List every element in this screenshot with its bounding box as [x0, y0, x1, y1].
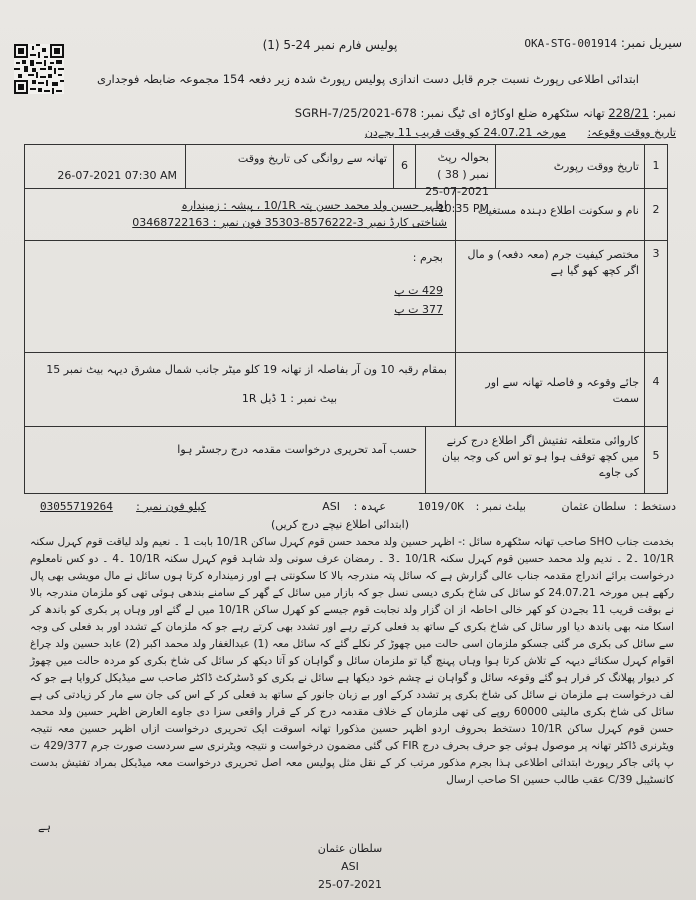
table-row	[25, 353, 667, 427]
log-label: ای ٹیگ نمبر:	[420, 106, 481, 120]
officer-rank: ASI	[322, 500, 340, 513]
offence-section-429: 429 ت پ	[394, 284, 443, 297]
incident-date-label: تاریخ ووقت وقوعہ:	[587, 126, 676, 139]
phone-label: کیلو فون نمبر :	[136, 500, 206, 513]
belt-label: بیلٹ نمبر :	[475, 500, 526, 513]
incident-date-value: مورخہ 24.07.21 کو وقت قریب 11 بجےدن	[364, 126, 566, 139]
location-details	[25, 353, 455, 426]
officer-phone: 03055719264	[40, 500, 113, 513]
report-ref-no: بحوالہ رپٹ نمبر ( 38 )	[437, 151, 489, 181]
officer-name: سلطان عثمان	[561, 500, 626, 513]
serial-label: سیریل نمبر:	[620, 36, 682, 50]
fir-narrative: بخدمت جناب SHO صاحب تھانہ سٹکھرہ سائل :- اظہر حسین ولد محمد حسن قوم کہرل ساکن 10/1R بابت 1 ۔ نعیم ولد لیاقت قوم کہرل سکنہ 10/1R ۔2 ۔ ندیم ولد محمد حسین قوم کہرل سکنہ 10/1R ۔3 ۔ رمضان عرف سونی ولد شاہد قوم کہرل سکنہ 10/1R ۔4 ۔ دو کس نامعلوم درخواست برائے اندراج مقدمہ جناب عالی گزارش ہے کہ سائل پتہ مندرجہ بالا کا سکونتی ہے اور زمیندارہ کرتا ہوں سائل نے مال مویشی بھی پال رکھے ہیں مورخہ 24.07.21 کو سائل کی شاخ بکری دیسی نسل جو کہ بازار میں سائل کے گھر کے سامنے بندھی ہوئی تھی کو ملزمان مندرجہ بالا نے بوقت قریب 11 بجےدن کو کھر خالی احاطہ از ان گزار ولد نجابت قوم جیسے کو کھرل ساکن 10/1R میں لے گئے اور وہاں پر بکری کو باندھ کر اسکا منہ بھی باندھ دیا اور سائل کی شاخ بکری کے ساتھ بد فعلی کرتے رہے اور تشدد بھی کرتے رہے جو کہ ملزمان کے تشدد اور بد فعلی کی وجہ سے سائل کی بکری مر گئی جسکو ملزمان اسی حالت میں چھوڑ کر نکلے گئے کہ سائل معہ (1) عبدالغفار ولد محمد اکبر (2) عابد حسین ولد چراغ اقوام کہرل سکنائے دیہہ کے تلاش کرتا ہوا وہاں پہنچ گیا تو ملزمان سائل و گواہان کو آتا دیکھ کر سائل کی شاخ بکری کو مردہ حالت میں چھوڑ کر دیوار پھلانگ کر فرار ہو گئے وقوعہ سائل و گواہان نے چشم خود دیکھا ہے سائل نے بکری کو ڈسٹرکٹ ڈاکٹر صاحب سے میڈیکل کروایا ہے جو کہ لف درخواست ہے ملزمان نے سائل کی شاخ بکری پر تشدد کرکے اور بے زبان جانور کے ساتھ بد فعلی کر کے اس کی جان سے مار کر زیادتی کی ہے سائل کی شاخ بکری مالیتی 60000 روپے کی تھی ملزمان کے خلاف مقدمہ درج کر کے قرار واقعی سزا دی جاوے العارض اظہر حسین ولد محمد حسن قوم کہرل ساکن 10/1R دستخط بحروف اردو اظہر حسین مذکورا تھانہ اسوقت ایک تحریری درخواست ازاں اظہر حسین معہ نتیجہ ویٹرنری ڈاکٹر تھانہ پر موصول ہوئی جو حرف بحرف درج FIR کی گئی مضمون درخواست و نتیجہ ویٹرنری سے سردست صورت جرم 429/377 ت پ پائی جاکر رپورٹ ابتدائی اطلاعی ہذا بجرم مذکور مرتب کر کے نقل مثل پولیس معہ اصل تحریری درخواست معہ میڈیکل بمراد تفتیش بدست کانسٹیبل C/39 عقب طالب حسین SI صاحب ارسال	[30, 536, 675, 786]
station-name: سٹکھرہ	[541, 106, 580, 120]
table-row	[25, 427, 667, 493]
table-row	[25, 241, 667, 353]
footer-rank: ASI	[341, 860, 359, 873]
offence-details	[25, 241, 455, 352]
offence-label: بجرم :	[412, 251, 443, 264]
station-label: تھانہ	[582, 106, 605, 120]
departure-datetime: 26-07-2021 07:30 AM	[57, 169, 177, 182]
qr-code	[14, 44, 64, 94]
serial-value: OKA-STG-001914	[524, 37, 618, 50]
investigation-action: حسب آمد تحریری درخواست مقدمہ درج رجسٹر ہوا	[177, 443, 417, 456]
row-number: 2	[644, 189, 667, 240]
report-datetime: 25-07-2021 10:35 PM	[425, 185, 489, 215]
fir-intro-note: (ابتدائی اطلاع نیچے درج کریں)	[271, 518, 409, 531]
document-title: ابتدائی اطلاعی رپورٹ نسبت جرم قابل دست اندازی پولیس رپورٹ شدہ زیر دفعہ 154 مجموعہ ضابطہ فوجداری	[96, 72, 639, 86]
officer-signature-row	[40, 500, 676, 518]
row-label: کاروائی متعلقہ تفتیش اگر اطلاع درج کرنے میں کچھ توقف ہوا ہو تو اس کی وجہ بیان کی جاوے	[425, 427, 645, 493]
offence-section-377: 377 ت پ	[394, 303, 443, 316]
fir-body	[30, 534, 674, 789]
complainant-name: اظہر حسین ولد محمد حسن پتہ 10/1R ، پیشہ : زمیندارہ	[181, 199, 447, 212]
location-description: بمقام رقبہ 10 ون آر بفاصلہ از تھانہ 19 کلو میٹر جانب شمال مشرق دیہہ بیٹ نمبر 15	[46, 363, 447, 376]
row-label: نام و سکونت اطلاع دہندہ مستغیث	[455, 189, 645, 240]
complainant-details	[25, 189, 455, 240]
report-reference	[415, 145, 495, 215]
row-number: 3	[644, 241, 667, 352]
row-label: مختصر کیفیت جرم (معہ دفعہ) و مال اگر کچھ کھو گیا ہے	[455, 241, 645, 352]
log-number: SGRH-7/25/2021-678	[294, 106, 417, 120]
row-number: 4	[644, 353, 667, 426]
form-number: پولیس فارم نمبر 24-5 (1)	[262, 38, 398, 52]
col6-number: 6	[393, 145, 415, 188]
table-row	[25, 189, 667, 241]
district-label: ضلع	[517, 106, 538, 120]
row-label: تاریخ ووقت رپورٹ	[495, 145, 645, 188]
complainant-cnic: شناختی کارڈ نمبر 3-8576222-35303 فون نمبر : 03468722163	[132, 216, 447, 229]
fir-meta-row	[295, 106, 676, 120]
rank-label: عہدہ :	[353, 500, 386, 513]
fir-number: 228/21	[608, 106, 649, 120]
serial-number	[524, 36, 682, 50]
beat-number: بیٹ نمبر : 1 ڈیل 1R	[241, 392, 337, 405]
district-name: اوکاڑہ	[484, 106, 515, 120]
row-number: 5	[644, 427, 667, 493]
end-mark: ہے	[38, 820, 51, 833]
footer-date: 25-07-2021	[318, 878, 382, 891]
footer-name: سلطان عثمان	[317, 842, 383, 855]
fir-table	[24, 144, 668, 494]
incident-date-row	[40, 126, 676, 142]
row-label: جائے وقوعہ و فاصلہ تھانہ سے اور سمت	[455, 353, 645, 426]
belt-number: 1019/OK	[417, 500, 464, 513]
row-number: 1	[644, 145, 667, 188]
sign-label: دستخط :	[633, 500, 676, 513]
fir-label: نمبر:	[652, 106, 676, 120]
col6-label: تھانہ سے روانگی کی تاریخ ووقت	[185, 145, 393, 188]
